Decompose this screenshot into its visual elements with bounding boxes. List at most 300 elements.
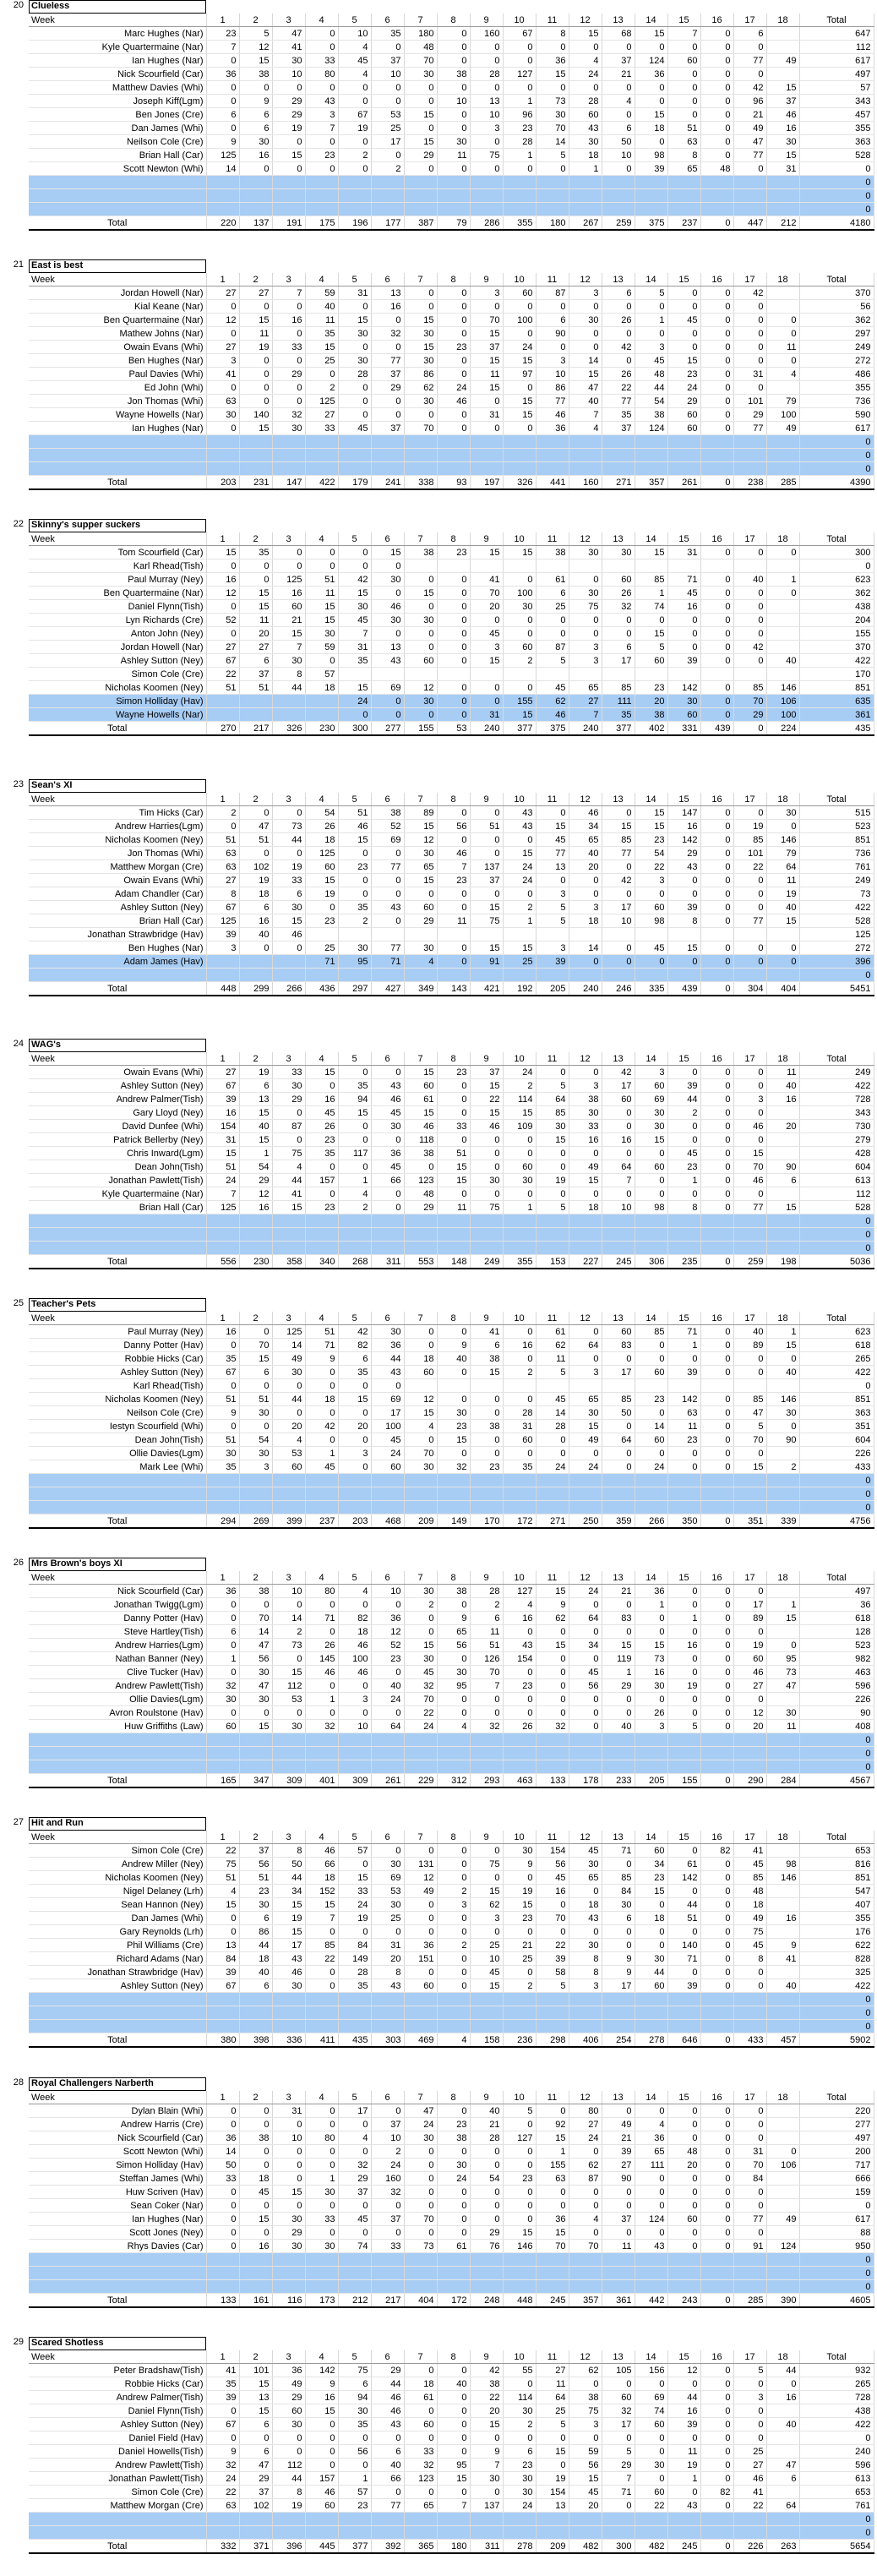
score-cell[interactable]: 0 [700, 1187, 733, 1201]
score-cell[interactable]: 0 [569, 41, 602, 54]
score-cell[interactable] [536, 1379, 569, 1393]
score-cell[interactable]: 85 [602, 1393, 635, 1406]
score-cell[interactable] [470, 969, 503, 982]
score-cell[interactable]: 19 [239, 1066, 272, 1079]
score-cell[interactable] [569, 1501, 602, 1514]
score-cell[interactable]: 0 [371, 1379, 404, 1393]
score-cell[interactable]: 10 [602, 1201, 635, 1214]
score-cell[interactable]: 0 [470, 1871, 503, 1885]
score-cell[interactable]: 0 [700, 820, 733, 833]
score-cell[interactable] [536, 2513, 569, 2526]
score-cell[interactable]: 64 [569, 1339, 602, 1352]
week-total[interactable]: 161 [239, 2294, 272, 2308]
score-cell[interactable]: 0 [437, 1325, 470, 1339]
week-total[interactable]: 180 [437, 2540, 470, 2554]
player-name[interactable]: Jonathan Pawlett(Tish) [29, 1174, 206, 1187]
score-cell[interactable]: 24 [437, 381, 470, 395]
player-name[interactable]: Anton John (Ney) [29, 627, 206, 641]
score-cell[interactable]: 0 [503, 627, 536, 641]
score-cell[interactable]: 0 [404, 1625, 437, 1639]
week-header-cell[interactable]: 15 [667, 1052, 700, 1066]
score-cell[interactable]: 2 [206, 806, 239, 820]
score-cell[interactable]: 23 [338, 860, 371, 874]
player-total[interactable]: 851 [799, 1393, 874, 1406]
score-cell[interactable]: 0 [602, 955, 635, 969]
score-cell[interactable] [733, 2006, 766, 2020]
score-cell[interactable]: 1 [305, 1447, 338, 1460]
week-total[interactable]: 160 [569, 476, 602, 490]
score-cell[interactable]: 15 [404, 1106, 437, 1120]
score-cell[interactable]: 70 [404, 1447, 437, 1460]
score-cell[interactable]: 16 [239, 149, 272, 162]
score-cell[interactable]: 10 [371, 2131, 404, 2145]
score-cell[interactable]: 30 [371, 1898, 404, 1912]
score-cell[interactable]: 0 [404, 162, 437, 176]
score-cell[interactable]: 26 [305, 1120, 338, 1133]
score-cell[interactable]: 0 [338, 95, 371, 108]
score-cell[interactable]: 0 [371, 395, 404, 408]
score-cell[interactable]: 49 [569, 1433, 602, 1447]
week-total[interactable]: 377 [338, 2540, 371, 2554]
score-cell[interactable]: 0 [437, 287, 470, 300]
score-cell[interactable]: 109 [503, 1120, 536, 1133]
score-cell[interactable] [766, 189, 799, 203]
score-cell[interactable]: 9 [305, 1352, 338, 1366]
score-cell[interactable]: 11 [437, 149, 470, 162]
score-cell[interactable]: 0 [338, 874, 371, 887]
grand-total[interactable]: 4567 [799, 1774, 874, 1788]
score-cell[interactable]: 49 [733, 122, 766, 135]
score-cell[interactable]: 39 [667, 654, 700, 668]
score-cell[interactable] [305, 176, 338, 189]
score-cell[interactable]: 15 [272, 1925, 305, 1939]
score-cell[interactable] [733, 1760, 766, 1774]
score-cell[interactable]: 16 [766, 122, 799, 135]
score-cell[interactable]: 65 [437, 1625, 470, 1639]
score-cell[interactable]: 0 [305, 2199, 338, 2213]
score-cell[interactable]: 33 [272, 341, 305, 354]
score-cell[interactable]: 35 [206, 2377, 239, 2391]
score-cell[interactable]: 35 [338, 901, 371, 914]
score-cell[interactable]: 0 [733, 1133, 766, 1147]
score-cell[interactable]: 75 [470, 1858, 503, 1871]
week-total[interactable]: 349 [404, 982, 437, 996]
player-name[interactable] [29, 189, 206, 203]
week-header-cell[interactable]: 15 [667, 2091, 700, 2104]
score-cell[interactable]: 4 [569, 2213, 602, 2226]
score-cell[interactable]: 6 [766, 1174, 799, 1187]
score-cell[interactable] [766, 600, 799, 614]
score-cell[interactable] [536, 1487, 569, 1501]
player-name[interactable]: Scott Jones (Ney) [29, 2226, 206, 2240]
score-cell[interactable]: 0 [536, 1625, 569, 1639]
week-header-cell[interactable]: 3 [272, 273, 305, 287]
week-header-cell[interactable]: 5 [338, 2091, 371, 2104]
score-cell[interactable]: 0 [536, 2104, 569, 2118]
score-cell[interactable]: 0 [700, 68, 733, 81]
week-total[interactable]: 240 [470, 722, 503, 736]
score-cell[interactable]: 0 [503, 381, 536, 395]
week-total[interactable]: 285 [733, 2294, 766, 2308]
score-cell[interactable]: 23 [470, 1460, 503, 1474]
score-cell[interactable]: 85 [733, 1871, 766, 1885]
score-cell[interactable]: 57 [305, 668, 338, 681]
week-header-cell[interactable]: 13 [602, 1831, 635, 1844]
score-cell[interactable]: 54 [635, 847, 667, 860]
score-cell[interactable]: 45 [635, 941, 667, 955]
score-cell[interactable] [404, 189, 437, 203]
score-cell[interactable]: 3 [206, 354, 239, 368]
score-cell[interactable]: 15 [305, 2404, 338, 2418]
score-cell[interactable]: 0 [503, 162, 536, 176]
score-cell[interactable]: 31 [338, 641, 371, 654]
week-header-cell[interactable]: 3 [272, 793, 305, 806]
score-cell[interactable]: 5 [536, 914, 569, 928]
week-header-cell[interactable]: 11 [536, 2350, 569, 2364]
score-cell[interactable]: 0 [404, 600, 437, 614]
week-header-cell[interactable]: 12 [569, 2091, 602, 2104]
player-name[interactable] [29, 2280, 206, 2294]
score-cell[interactable]: 51 [206, 681, 239, 695]
score-cell[interactable] [272, 2267, 305, 2280]
score-cell[interactable]: 0 [239, 300, 272, 314]
score-cell[interactable] [635, 2513, 667, 2526]
score-cell[interactable] [766, 2267, 799, 2280]
week-header-cell[interactable]: 13 [602, 1571, 635, 1585]
score-cell[interactable] [569, 928, 602, 941]
score-cell[interactable]: 73 [635, 1652, 667, 1666]
score-cell[interactable]: 9 [437, 1339, 470, 1352]
score-cell[interactable] [766, 969, 799, 982]
score-cell[interactable]: 47 [239, 1679, 272, 1693]
score-cell[interactable]: 33 [206, 2172, 239, 2186]
score-cell[interactable]: 30 [305, 2240, 338, 2253]
score-cell[interactable]: 16 [635, 1666, 667, 1679]
score-cell[interactable]: 0 [503, 614, 536, 627]
score-cell[interactable]: 30 [766, 1706, 799, 1720]
score-cell[interactable]: 30 [206, 408, 239, 422]
score-cell[interactable]: 40 [437, 1352, 470, 1366]
score-cell[interactable] [667, 189, 700, 203]
score-cell[interactable]: 0 [470, 2431, 503, 2445]
score-cell[interactable]: 14 [569, 354, 602, 368]
score-cell[interactable]: 15 [470, 381, 503, 395]
score-cell[interactable]: 60 [635, 1366, 667, 1379]
score-cell[interactable]: 0 [667, 2240, 700, 2253]
score-cell[interactable]: 0 [470, 806, 503, 820]
score-cell[interactable] [437, 1733, 470, 1747]
score-cell[interactable]: 69 [635, 2391, 667, 2404]
score-cell[interactable]: 9 [206, 2445, 239, 2459]
score-cell[interactable] [536, 1214, 569, 1228]
score-cell[interactable]: 71 [305, 1612, 338, 1625]
week-header-cell[interactable]: 15 [667, 14, 700, 27]
player-total[interactable]: 761 [799, 2499, 874, 2513]
score-cell[interactable]: 27 [206, 341, 239, 354]
score-cell[interactable]: 15 [437, 1433, 470, 1447]
week-header-cell[interactable]: 16 [700, 793, 733, 806]
score-cell[interactable] [470, 449, 503, 462]
score-cell[interactable]: 51 [667, 1912, 700, 1925]
score-cell[interactable]: 30 [536, 1120, 569, 1133]
score-cell[interactable]: 0 [569, 1447, 602, 1460]
score-cell[interactable]: 30 [404, 614, 437, 627]
score-cell[interactable] [766, 1966, 799, 1979]
score-cell[interactable]: 8 [569, 1952, 602, 1966]
week-total[interactable]: 198 [766, 1255, 799, 1269]
week-total[interactable]: 445 [305, 2540, 338, 2554]
score-cell[interactable]: 0 [437, 1871, 470, 1885]
score-cell[interactable]: 23 [437, 341, 470, 354]
score-cell[interactable]: 0 [404, 2172, 437, 2186]
player-name[interactable]: Steffan James (Whi) [29, 2172, 206, 2186]
score-cell[interactable]: 15 [404, 341, 437, 354]
score-cell[interactable]: 15 [470, 1979, 503, 1993]
score-cell[interactable]: 24 [404, 1720, 437, 1733]
week-total[interactable]: 0 [700, 2540, 733, 2554]
score-cell[interactable]: 96 [733, 95, 766, 108]
player-name[interactable]: Joseph Kiff(Lgm) [29, 95, 206, 108]
score-cell[interactable] [503, 435, 536, 449]
score-cell[interactable]: 30 [239, 1447, 272, 1460]
score-cell[interactable]: 0 [602, 162, 635, 176]
score-cell[interactable]: 1 [635, 1598, 667, 1612]
score-cell[interactable]: 19 [338, 122, 371, 135]
score-cell[interactable]: 23 [437, 874, 470, 887]
week-total[interactable]: 406 [569, 2033, 602, 2048]
score-cell[interactable] [338, 1242, 371, 1255]
score-cell[interactable] [766, 176, 799, 189]
week-header-cell[interactable]: 1 [206, 14, 239, 27]
week-total[interactable]: 357 [635, 476, 667, 490]
score-cell[interactable]: 2 [404, 1598, 437, 1612]
score-cell[interactable]: 30 [206, 1693, 239, 1706]
score-cell[interactable]: 9 [239, 95, 272, 108]
score-cell[interactable] [503, 203, 536, 216]
score-cell[interactable]: 0 [437, 1912, 470, 1925]
score-cell[interactable] [602, 189, 635, 203]
score-cell[interactable]: 3 [470, 1912, 503, 1925]
player-total[interactable]: 622 [799, 1939, 874, 1952]
score-cell[interactable]: 4 [206, 1885, 239, 1898]
score-cell[interactable] [700, 1993, 733, 2006]
score-cell[interactable] [206, 203, 239, 216]
score-cell[interactable]: 13 [239, 2391, 272, 2404]
score-cell[interactable]: 0 [404, 2404, 437, 2418]
player-name[interactable]: Ashley Sutton (Ney) [29, 2418, 206, 2431]
score-cell[interactable] [536, 2526, 569, 2540]
score-cell[interactable]: 0 [470, 1133, 503, 1147]
player-total[interactable]: 497 [799, 1585, 874, 1598]
score-cell[interactable] [569, 1747, 602, 1760]
week-header-cell[interactable]: 4 [305, 532, 338, 546]
score-cell[interactable]: 9 [503, 1858, 536, 1871]
score-cell[interactable]: 38 [239, 1585, 272, 1598]
score-cell[interactable]: 15 [470, 2418, 503, 2431]
score-cell[interactable]: 15 [602, 820, 635, 833]
score-cell[interactable]: 22 [536, 1939, 569, 1952]
score-cell[interactable]: 15 [437, 2472, 470, 2486]
score-cell[interactable]: 18 [338, 1625, 371, 1639]
score-cell[interactable]: 54 [239, 1160, 272, 1174]
score-cell[interactable]: 32 [602, 600, 635, 614]
player-name[interactable]: Andrew Pawlett(Tish) [29, 1679, 206, 1693]
score-cell[interactable] [272, 708, 305, 722]
score-cell[interactable]: 74 [338, 2240, 371, 2253]
score-cell[interactable]: 0 [437, 887, 470, 901]
score-cell[interactable]: 127 [503, 2131, 536, 2145]
score-cell[interactable]: 24 [206, 2472, 239, 2486]
score-cell[interactable]: 79 [766, 395, 799, 408]
score-cell[interactable]: 49 [569, 1160, 602, 1174]
score-cell[interactable] [667, 2253, 700, 2267]
week-header-cell[interactable]: 2 [239, 2091, 272, 2104]
player-name[interactable]: Dan James (Whi) [29, 122, 206, 135]
score-cell[interactable]: 14 [635, 1420, 667, 1433]
score-cell[interactable] [602, 2280, 635, 2294]
week-header-cell[interactable]: 17 [733, 2350, 766, 2364]
score-cell[interactable]: 36 [404, 1939, 437, 1952]
score-cell[interactable] [766, 2226, 799, 2240]
score-cell[interactable] [733, 2020, 766, 2033]
score-cell[interactable]: 30 [766, 1406, 799, 1420]
player-name[interactable]: Peter Bradshaw(Tish) [29, 2364, 206, 2377]
week-header-cell[interactable]: 9 [470, 273, 503, 287]
score-cell[interactable]: 0 [503, 81, 536, 95]
score-cell[interactable]: 59 [305, 287, 338, 300]
score-cell[interactable] [766, 2131, 799, 2145]
week-header-cell[interactable]: 3 [272, 2091, 305, 2104]
score-cell[interactable]: 15 [305, 1066, 338, 1079]
score-cell[interactable]: 30 [272, 1979, 305, 1993]
score-cell[interactable]: 46 [404, 1120, 437, 1133]
score-cell[interactable]: 77 [602, 395, 635, 408]
score-cell[interactable]: 12 [733, 1706, 766, 1720]
score-cell[interactable]: 0 [700, 1898, 733, 1912]
score-cell[interactable] [338, 928, 371, 941]
player-total[interactable]: 422 [799, 1979, 874, 1993]
score-cell[interactable]: 0 [700, 1858, 733, 1871]
score-cell[interactable]: 87 [272, 1120, 305, 1133]
score-cell[interactable] [536, 2280, 569, 2294]
score-cell[interactable]: 0 [371, 887, 404, 901]
score-cell[interactable]: 30 [272, 654, 305, 668]
score-cell[interactable]: 35 [338, 654, 371, 668]
week-total[interactable]: 173 [305, 2294, 338, 2308]
score-cell[interactable]: 15 [635, 546, 667, 559]
score-cell[interactable]: 12 [371, 1625, 404, 1639]
player-name[interactable]: Daniel Howells(Tish) [29, 2445, 206, 2459]
score-cell[interactable]: 15 [239, 1352, 272, 1366]
score-cell[interactable]: 16 [667, 2404, 700, 2418]
score-cell[interactable] [503, 2253, 536, 2267]
score-cell[interactable] [569, 1228, 602, 1242]
player-total[interactable]: 647 [799, 27, 874, 41]
player-total[interactable]: 0 [799, 2280, 874, 2294]
score-cell[interactable]: 23 [437, 546, 470, 559]
week-header-cell[interactable]: 8 [437, 1831, 470, 1844]
score-cell[interactable] [470, 668, 503, 681]
score-cell[interactable]: 65 [569, 1393, 602, 1406]
score-cell[interactable]: 23 [305, 914, 338, 928]
score-cell[interactable]: 15 [503, 1106, 536, 1120]
score-cell[interactable]: 44 [272, 1871, 305, 1885]
score-cell[interactable] [766, 1147, 799, 1160]
score-cell[interactable]: 5 [536, 2418, 569, 2431]
score-cell[interactable]: 86 [404, 368, 437, 381]
week-total[interactable]: 238 [733, 476, 766, 490]
score-cell[interactable]: 0 [733, 2418, 766, 2431]
player-total[interactable]: 736 [799, 395, 874, 408]
score-cell[interactable]: 80 [305, 2131, 338, 2145]
score-cell[interactable]: 3 [569, 901, 602, 914]
week-header-cell[interactable]: Total [799, 2091, 874, 2104]
player-name[interactable]: Jordan Howell (Nar) [29, 287, 206, 300]
score-cell[interactable]: 24 [338, 1898, 371, 1912]
score-cell[interactable]: 13 [536, 860, 569, 874]
score-cell[interactable]: 43 [635, 2240, 667, 2253]
total-label[interactable]: Total [29, 2294, 206, 2308]
score-cell[interactable]: 60 [272, 2404, 305, 2418]
score-cell[interactable]: 15 [272, 1201, 305, 1214]
score-cell[interactable]: 3 [569, 287, 602, 300]
score-cell[interactable]: 0 [470, 2158, 503, 2172]
score-cell[interactable] [766, 614, 799, 627]
score-cell[interactable]: 0 [635, 1898, 667, 1912]
score-cell[interactable]: 38 [569, 1093, 602, 1106]
score-cell[interactable]: 0 [569, 1693, 602, 1706]
score-cell[interactable]: 46 [733, 1174, 766, 1187]
score-cell[interactable]: 0 [272, 847, 305, 860]
score-cell[interactable]: 0 [667, 1844, 700, 1858]
score-cell[interactable]: 0 [239, 2145, 272, 2158]
score-cell[interactable]: 0 [371, 874, 404, 887]
score-cell[interactable]: 0 [338, 2431, 371, 2445]
score-cell[interactable]: 24 [569, 1585, 602, 1598]
score-cell[interactable]: 0 [404, 1325, 437, 1339]
player-total[interactable]: 932 [799, 2364, 874, 2377]
week-total[interactable]: 468 [371, 1514, 404, 1529]
score-cell[interactable] [569, 2253, 602, 2267]
score-cell[interactable]: 30 [602, 546, 635, 559]
score-cell[interactable] [437, 559, 470, 573]
player-name[interactable] [29, 2267, 206, 2280]
score-cell[interactable]: 0 [700, 2499, 733, 2513]
score-cell[interactable]: 24 [569, 68, 602, 81]
score-cell[interactable]: 38 [239, 2131, 272, 2145]
score-cell[interactable]: 33 [272, 874, 305, 887]
week-total[interactable]: 220 [206, 216, 239, 231]
score-cell[interactable] [239, 1501, 272, 1514]
score-cell[interactable] [766, 1447, 799, 1460]
score-cell[interactable]: 0 [305, 901, 338, 914]
score-cell[interactable] [437, 189, 470, 203]
score-cell[interactable]: 24 [569, 1460, 602, 1474]
week-total[interactable]: 158 [470, 2033, 503, 2048]
score-cell[interactable] [272, 2006, 305, 2020]
score-cell[interactable] [569, 2513, 602, 2526]
score-cell[interactable]: 0 [635, 327, 667, 341]
week-total[interactable]: 377 [602, 722, 635, 736]
score-cell[interactable]: 0 [338, 2145, 371, 2158]
score-cell[interactable]: 24 [371, 1447, 404, 1460]
player-total[interactable]: 0 [799, 1760, 874, 1774]
score-cell[interactable]: 26 [602, 314, 635, 327]
score-cell[interactable]: 45 [635, 354, 667, 368]
score-cell[interactable]: 0 [667, 1585, 700, 1598]
score-cell[interactable] [733, 176, 766, 189]
player-name[interactable]: Kyle Quartermaine (Nar) [29, 41, 206, 54]
